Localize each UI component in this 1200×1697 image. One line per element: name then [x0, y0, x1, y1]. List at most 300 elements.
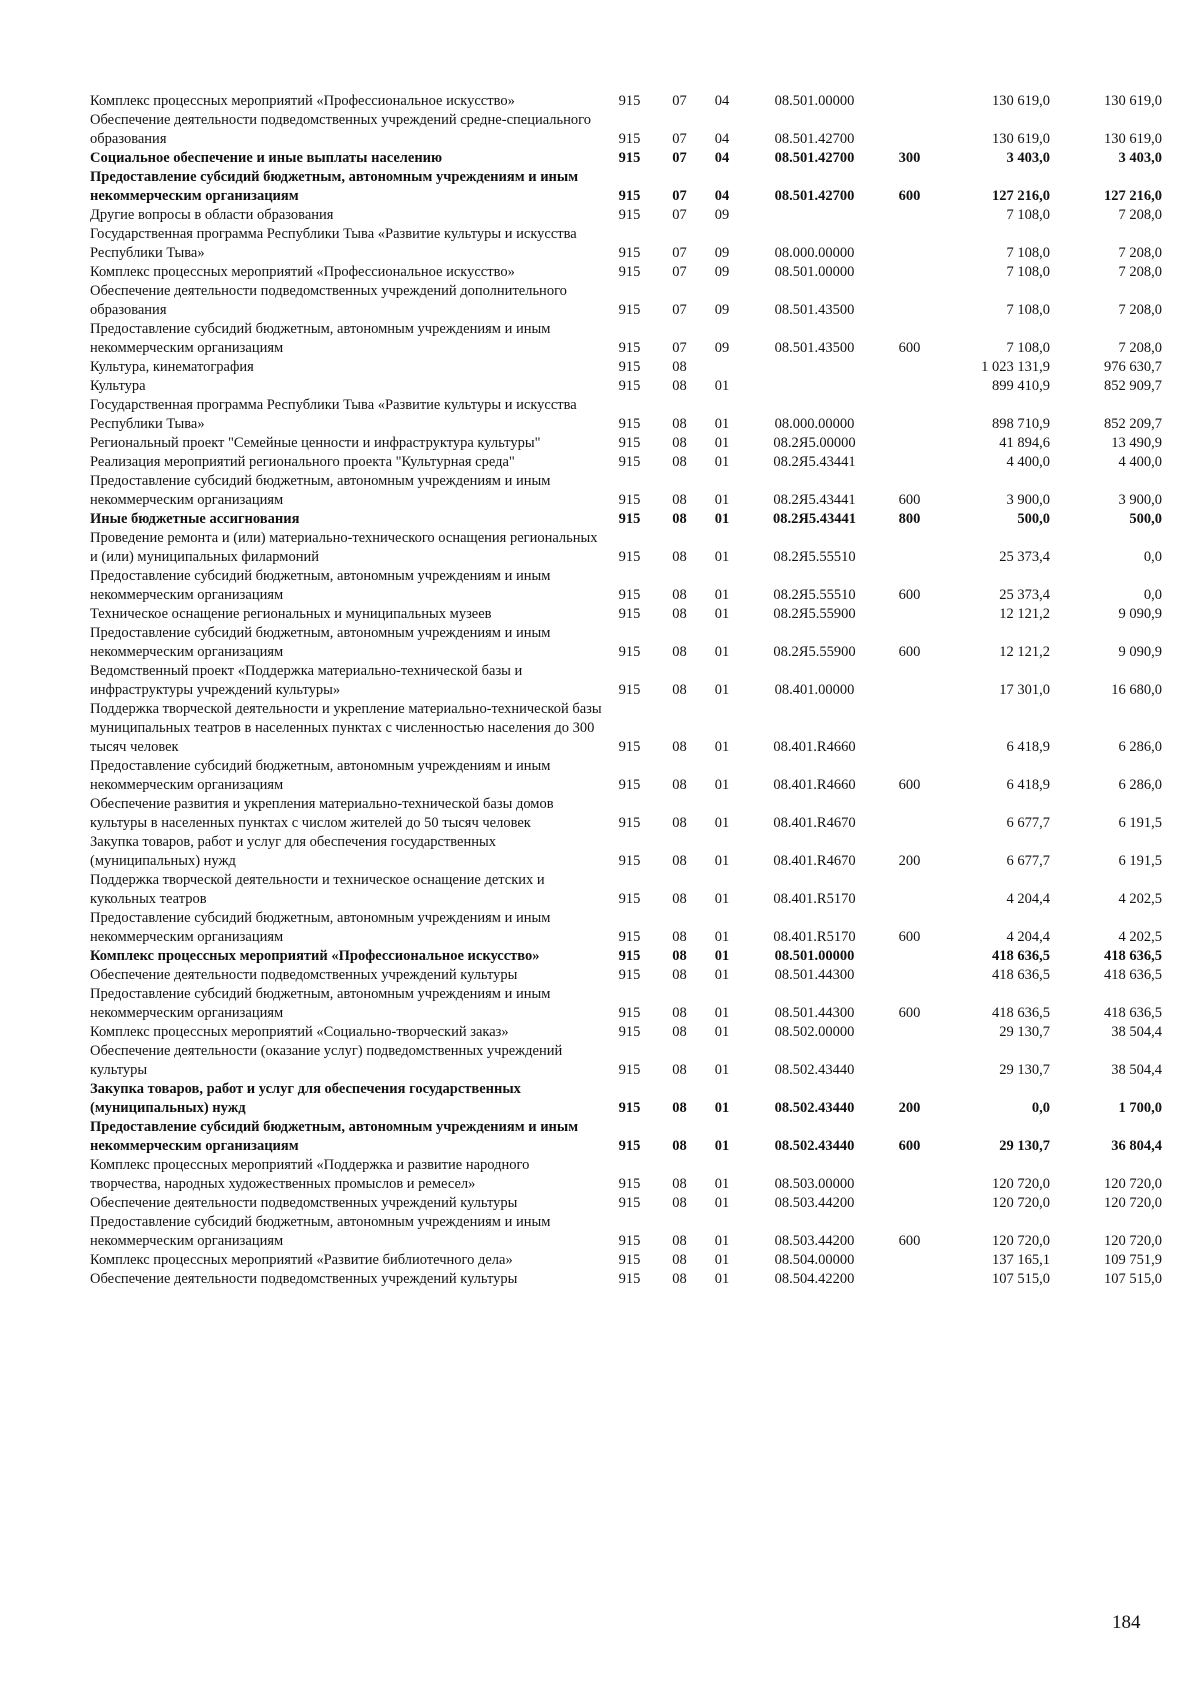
table-row: [90, 434, 1162, 453]
subsection-code: 04: [714, 188, 730, 204]
amount-year-2: 852 209,7: [1104, 416, 1162, 432]
section-code: 08: [672, 1176, 687, 1192]
row-name: Предоставление субсидий бюджетным, автономным учреждениям и иным некоммерческим организациям: [90, 910, 551, 945]
amount-year-1: 120 720,0: [992, 1233, 1050, 1249]
target-article-code: 08.502.00000: [774, 1024, 855, 1040]
section-code: 08: [672, 492, 687, 508]
subsection-code: 09: [714, 340, 730, 356]
target-article-code: [742, 377, 887, 396]
row-name: Обеспечение деятельности подведомственных учреждений культуры: [90, 1271, 518, 1287]
amount-year-2: 7 208,0: [1118, 302, 1162, 318]
row-name: Предоставление субсидий бюджетным, автономным учреждениям и иным некоммерческим организациям: [90, 169, 579, 204]
budget-table: [90, 92, 1162, 1289]
section-code: 08: [672, 359, 687, 375]
row-name: Реализация мероприятий регионального проекта "Культурная среда": [90, 454, 515, 470]
amount-year-1: 1 023 131,9: [981, 359, 1050, 375]
ministry-code: 915: [618, 815, 641, 831]
section-code: 08: [672, 891, 687, 907]
target-article-code: 08.2Я5.55900: [773, 644, 856, 660]
section-code: 08: [672, 948, 687, 964]
target-article-code: 08.2Я5.00000: [773, 435, 856, 451]
subsection-code: 01: [714, 929, 730, 945]
section-code: 08: [672, 454, 687, 470]
amount-year-1: 418 636,5: [992, 967, 1050, 983]
ministry-code: 915: [618, 359, 641, 375]
target-article-code: 08.2Я5.55510: [773, 549, 856, 565]
table-row: [90, 149, 1162, 168]
amount-year-2: 4 202,5: [1118, 929, 1162, 945]
ministry-code: 915: [618, 207, 641, 223]
row-name: Социальное обеспечение и иные выплаты населению: [90, 150, 443, 166]
section-code: 08: [672, 587, 687, 603]
row-name: Техническое оснащение региональных и муниципальных музеев: [90, 606, 492, 622]
table-row: [90, 225, 1162, 263]
expense-type-code: [887, 700, 932, 757]
subsection-code: 09: [714, 207, 730, 223]
table-row: [90, 795, 1162, 833]
target-article-code: 08.401.R4670: [773, 815, 856, 831]
amount-year-1: 120 720,0: [992, 1195, 1050, 1211]
expense-type-code: [887, 282, 932, 320]
target-article-code: 08.501.44300: [774, 967, 855, 983]
expense-type-code: 600: [898, 188, 921, 204]
target-article-code: 08.501.00000: [774, 948, 855, 964]
row-name: Предоставление субсидий бюджетным, автономным учреждениям и иным некоммерческим организациям: [90, 473, 551, 508]
table-row: [90, 529, 1162, 567]
amount-year-2: 976 630,7: [1104, 359, 1162, 375]
amount-year-2: 3 900,0: [1118, 492, 1162, 508]
section-code: 08: [672, 777, 687, 793]
amount-year-2: 1 700,0: [1118, 1100, 1162, 1116]
amount-year-1: 120 720,0: [992, 1176, 1050, 1192]
expense-type-code: 600: [898, 587, 921, 603]
subsection-code: 01: [714, 739, 730, 755]
amount-year-2: 127 216,0: [1104, 188, 1162, 204]
table-row: [90, 453, 1162, 472]
subsection-code: 09: [714, 245, 730, 261]
subsection-code: 01: [714, 416, 730, 432]
table-row: [90, 472, 1162, 510]
table-row: [90, 567, 1162, 605]
expense-type-code: [887, 358, 932, 377]
subsection-code: 01: [714, 1195, 730, 1211]
table-row: [90, 909, 1162, 947]
amount-year-2: 16 680,0: [1111, 682, 1162, 698]
target-article-code: 08.501.42700: [774, 131, 855, 147]
row-name: Обеспечение деятельности подведомственных учреждений культуры: [90, 1195, 518, 1211]
amount-year-1: 29 130,7: [999, 1024, 1050, 1040]
amount-year-1: 6 677,7: [1006, 815, 1050, 831]
amount-year-2: 0,0: [1143, 549, 1162, 565]
target-article-code: 08.502.43440: [774, 1062, 855, 1078]
amount-year-1: 3 403,0: [1006, 150, 1050, 166]
target-article-code: 08.501.42700: [774, 150, 855, 166]
expense-type-code: [887, 225, 932, 263]
amount-year-1: 6 418,9: [1006, 739, 1050, 755]
subsection-code: 09: [714, 264, 730, 280]
expense-type-code: [887, 871, 932, 909]
amount-year-1: 7 108,0: [1006, 302, 1050, 318]
ministry-code: 915: [618, 1176, 641, 1192]
amount-year-2: 418 636,5: [1104, 967, 1162, 983]
amount-year-2: 6 191,5: [1118, 815, 1162, 831]
amount-year-2: 852 909,7: [1104, 378, 1162, 394]
row-name: Обеспечение деятельности подведомственных учреждений дополнительного образования: [90, 283, 567, 318]
row-name: Обеспечение развития и укрепления материально-технической базы домов культуры в населенных пунктах с числом жителей до 50 тысяч человек: [90, 796, 554, 831]
subsection-code: 01: [714, 378, 730, 394]
table-row: [90, 168, 1162, 206]
subsection-code: [702, 358, 742, 377]
subsection-code: 01: [714, 587, 730, 603]
target-article-code: 08.501.00000: [774, 264, 855, 280]
subsection-code: 01: [714, 682, 730, 698]
amount-year-2: 7 208,0: [1118, 207, 1162, 223]
row-name: Обеспечение деятельности подведомственных учреждений средне-специального образования: [90, 112, 591, 147]
ministry-code: 915: [618, 1024, 641, 1040]
subsection-code: 01: [714, 853, 730, 869]
table-row: [90, 1118, 1162, 1156]
section-code: 08: [672, 1138, 687, 1154]
subsection-code: 01: [714, 1233, 730, 1249]
ministry-code: 915: [618, 264, 641, 280]
expense-type-code: 600: [898, 1005, 921, 1021]
section-code: 08: [672, 435, 687, 451]
subsection-code: 01: [714, 454, 730, 470]
table-row: [90, 206, 1162, 225]
table-row: [90, 757, 1162, 795]
section-code: 08: [672, 1233, 687, 1249]
amount-year-1: 25 373,4: [999, 587, 1050, 603]
table-row: [90, 358, 1162, 377]
ministry-code: 915: [618, 1271, 641, 1287]
section-code: 08: [672, 416, 687, 432]
ministry-code: 915: [618, 150, 641, 166]
subsection-code: 04: [714, 131, 730, 147]
expense-type-code: 200: [898, 1100, 921, 1116]
subsection-code: 01: [714, 1062, 730, 1078]
subsection-code: 01: [714, 1138, 730, 1154]
row-name: Предоставление субсидий бюджетным, автономным учреждениям и иным некоммерческим организациям: [90, 625, 551, 660]
amount-year-2: 9 090,9: [1118, 644, 1162, 660]
target-article-code: 08.504.00000: [774, 1252, 855, 1268]
amount-year-2: 500,0: [1129, 511, 1162, 527]
row-name: Закупка товаров, работ и услуг для обеспечения государственных (муниципальных) нужд: [90, 834, 497, 869]
amount-year-2: 418 636,5: [1104, 948, 1162, 964]
ministry-code: 915: [618, 302, 641, 318]
expense-type-code: 600: [898, 1138, 921, 1154]
table-row: [90, 605, 1162, 624]
subsection-code: 04: [714, 150, 730, 166]
amount-year-2: 7 208,0: [1118, 245, 1162, 261]
target-article-code: 08.401.R4670: [773, 853, 856, 869]
target-article-code: 08.401.R5170: [773, 929, 856, 945]
row-name: Проведение ремонта и (или) материально-технического оснащения региональных и (или) муниципальных филармоний: [90, 530, 598, 565]
row-name: Комплекс процессных мероприятий «Профессиональное искусство»: [90, 264, 515, 280]
row-name: Культура: [90, 378, 146, 394]
target-article-code: 08.501.43500: [774, 302, 855, 318]
amount-year-2: 6 286,0: [1118, 739, 1162, 755]
table-row: [90, 282, 1162, 320]
row-name: Закупка товаров, работ и услуг для обеспечения государственных (муниципальных) нужд: [90, 1081, 521, 1116]
expense-type-code: [887, 529, 932, 567]
subsection-code: 01: [714, 549, 730, 565]
subsection-code: 01: [714, 1252, 730, 1268]
section-code: 08: [672, 815, 687, 831]
target-article-code: 08.2Я5.43441: [773, 511, 856, 527]
amount-year-1: 6 418,9: [1006, 777, 1050, 793]
table-row: [90, 624, 1162, 662]
expense-type-code: 600: [898, 777, 921, 793]
target-article-code: [742, 206, 887, 225]
ministry-code: 915: [618, 1195, 641, 1211]
table-row: [90, 1251, 1162, 1270]
subsection-code: 01: [714, 948, 730, 964]
table-row: [90, 1156, 1162, 1194]
section-code: 08: [672, 739, 687, 755]
amount-year-1: 899 410,9: [992, 378, 1050, 394]
subsection-code: 01: [714, 644, 730, 660]
amount-year-2: 7 208,0: [1118, 340, 1162, 356]
row-name: Региональный проект "Семейные ценности и инфраструктура культуры": [90, 435, 541, 451]
expense-type-code: [887, 453, 932, 472]
table-row: [90, 871, 1162, 909]
amount-year-1: 7 108,0: [1006, 340, 1050, 356]
row-name: Комплекс процессных мероприятий «Поддержка и развитие народного творчества, народных художественных промыслов и ремесел»: [90, 1157, 530, 1192]
table-row: [90, 1042, 1162, 1080]
section-code: 07: [672, 245, 687, 261]
ministry-code: 915: [618, 606, 641, 622]
amount-year-1: 500,0: [1017, 511, 1050, 527]
target-article-code: 08.504.42200: [774, 1271, 855, 1287]
expense-type-code: [887, 605, 932, 624]
amount-year-2: 107 515,0: [1104, 1271, 1162, 1287]
row-name: Предоставление субсидий бюджетным, автономным учреждениям и иным некоммерческим организациям: [90, 986, 551, 1021]
ministry-code: 915: [618, 1005, 641, 1021]
target-article-code: 08.401.R4660: [773, 739, 856, 755]
subsection-code: 01: [714, 967, 730, 983]
row-name: Комплекс процессных мероприятий «Профессиональное искусство»: [90, 93, 515, 109]
amount-year-1: 130 619,0: [992, 93, 1050, 109]
section-code: 08: [672, 853, 687, 869]
ministry-code: 915: [618, 929, 641, 945]
amount-year-2: 4 202,5: [1118, 891, 1162, 907]
subsection-code: 09: [714, 302, 730, 318]
expense-type-code: [887, 111, 932, 149]
expense-type-code: [887, 92, 932, 111]
section-code: 07: [672, 93, 687, 109]
amount-year-2: 120 720,0: [1104, 1233, 1162, 1249]
subsection-code: 01: [714, 891, 730, 907]
budget-table-body: [90, 92, 1162, 1289]
row-name: Предоставление субсидий бюджетным, автономным учреждениям и иным некоммерческим организациям: [90, 1119, 579, 1154]
table-row: [90, 263, 1162, 282]
subsection-code: 01: [714, 1005, 730, 1021]
row-name: Государственная программа Республики Тыва «Развитие культуры и искусства Республики Тыва»: [90, 397, 577, 432]
amount-year-1: 137 165,1: [992, 1252, 1050, 1268]
amount-year-1: 6 677,7: [1006, 853, 1050, 869]
section-code: 07: [672, 131, 687, 147]
amount-year-2: 120 720,0: [1104, 1195, 1162, 1211]
expense-type-code: [887, 206, 932, 225]
amount-year-1: 25 373,4: [999, 549, 1050, 565]
table-row: [90, 1080, 1162, 1118]
amount-year-1: 127 216,0: [992, 188, 1050, 204]
section-code: 08: [672, 378, 687, 394]
subsection-code: 01: [714, 1100, 730, 1116]
row-name: Обеспечение деятельности подведомственных учреждений культуры: [90, 967, 518, 983]
amount-year-1: 898 710,9: [992, 416, 1050, 432]
target-article-code: 08.502.43440: [774, 1100, 855, 1116]
amount-year-2: 6 191,5: [1118, 853, 1162, 869]
ministry-code: 915: [618, 245, 641, 261]
row-name: Комплекс процессных мероприятий «Социально-творческий заказ»: [90, 1024, 509, 1040]
amount-year-2: 418 636,5: [1104, 1005, 1162, 1021]
subsection-code: 01: [714, 815, 730, 831]
table-row: [90, 700, 1162, 757]
subsection-code: 01: [714, 492, 730, 508]
row-name: Комплекс процессных мероприятий «Развитие библиотечного дела»: [90, 1252, 513, 1268]
table-row: [90, 966, 1162, 985]
target-article-code: 08.501.42700: [774, 188, 855, 204]
ministry-code: 915: [618, 378, 641, 394]
table-row: [90, 1213, 1162, 1251]
expense-type-code: 600: [898, 644, 921, 660]
ministry-code: 915: [618, 1233, 641, 1249]
amount-year-1: 29 130,7: [999, 1062, 1050, 1078]
amount-year-1: 0,0: [1031, 1100, 1050, 1116]
ministry-code: 915: [618, 93, 641, 109]
ministry-code: 915: [618, 131, 641, 147]
expense-type-code: [887, 1156, 932, 1194]
section-code: 07: [672, 264, 687, 280]
target-article-code: 08.501.43500: [774, 340, 855, 356]
ministry-code: 915: [618, 853, 641, 869]
row-name: Предоставление субсидий бюджетным, автономным учреждениям и иным некоммерческим организациям: [90, 758, 551, 793]
table-row: [90, 833, 1162, 871]
subsection-code: 01: [714, 777, 730, 793]
table-row: [90, 985, 1162, 1023]
table-row: [90, 377, 1162, 396]
expense-type-code: [887, 1251, 932, 1270]
section-code: 08: [672, 1271, 687, 1287]
amount-year-2: 120 720,0: [1104, 1176, 1162, 1192]
row-name: Предоставление субсидий бюджетным, автономным учреждениям и иным некоммерческим организациям: [90, 568, 551, 603]
ministry-code: 915: [618, 948, 641, 964]
ministry-code: 915: [618, 777, 641, 793]
expense-type-code: [887, 1023, 932, 1042]
amount-year-1: 130 619,0: [992, 131, 1050, 147]
target-article-code: 08.2Я5.43441: [773, 454, 856, 470]
section-code: 08: [672, 967, 687, 983]
section-code: 08: [672, 549, 687, 565]
section-code: 07: [672, 207, 687, 223]
amount-year-2: 36 804,4: [1111, 1138, 1162, 1154]
expense-type-code: [887, 795, 932, 833]
amount-year-2: 130 619,0: [1104, 93, 1162, 109]
amount-year-2: 7 208,0: [1118, 264, 1162, 280]
expense-type-code: [887, 1270, 932, 1289]
target-article-code: [742, 358, 887, 377]
row-name: Государственная программа Республики Тыва «Развитие культуры и искусства Республики Тыва»: [90, 226, 577, 261]
amount-year-2: 130 619,0: [1104, 131, 1162, 147]
amount-year-1: 418 636,5: [992, 948, 1050, 964]
target-article-code: 08.503.44200: [774, 1195, 855, 1211]
amount-year-1: 3 900,0: [1006, 492, 1050, 508]
section-code: 08: [672, 1062, 687, 1078]
target-article-code: 08.502.43440: [774, 1138, 855, 1154]
row-name: Комплекс процессных мероприятий «Профессиональное искусство»: [90, 948, 540, 964]
row-name: Поддержка творческой деятельности и укрепление материально-технической базы муниципальных театров в населенных пунктах с численностью населения до 300 тысяч человек: [90, 701, 602, 755]
table-row: [90, 1270, 1162, 1289]
subsection-code: 01: [714, 1176, 730, 1192]
ministry-code: 915: [618, 1062, 641, 1078]
subsection-code: 04: [714, 93, 730, 109]
expense-type-code: [887, 1042, 932, 1080]
amount-year-2: 3 403,0: [1118, 150, 1162, 166]
ministry-code: 915: [618, 511, 641, 527]
section-code: 08: [672, 1195, 687, 1211]
expense-type-code: [887, 662, 932, 700]
row-name: Предоставление субсидий бюджетным, автономным учреждениям и иным некоммерческим организациям: [90, 1214, 551, 1249]
section-code: 08: [672, 606, 687, 622]
ministry-code: 915: [618, 416, 641, 432]
section-code: 08: [672, 682, 687, 698]
amount-year-2: 4 400,0: [1118, 454, 1162, 470]
subsection-code: 01: [714, 1271, 730, 1287]
section-code: 08: [672, 1024, 687, 1040]
expense-type-code: [887, 434, 932, 453]
target-article-code: 08.401.00000: [774, 682, 855, 698]
ministry-code: 915: [618, 682, 641, 698]
amount-year-1: 4 204,4: [1006, 891, 1050, 907]
page-number: 184: [1112, 1612, 1141, 1633]
target-article-code: 08.2Я5.55900: [773, 606, 856, 622]
target-article-code: 08.401.R5170: [773, 891, 856, 907]
ministry-code: 915: [618, 340, 641, 356]
amount-year-2: 9 090,9: [1118, 606, 1162, 622]
section-code: 08: [672, 1100, 687, 1116]
expense-type-code: 300: [898, 150, 921, 166]
section-code: 08: [672, 1005, 687, 1021]
table-row: [90, 1023, 1162, 1042]
amount-year-1: 7 108,0: [1006, 245, 1050, 261]
section-code: 08: [672, 1252, 687, 1268]
target-article-code: 08.000.00000: [774, 245, 855, 261]
section-code: 07: [672, 302, 687, 318]
row-name: Предоставление субсидий бюджетным, автономным учреждениям и иным некоммерческим организациям: [90, 321, 551, 356]
amount-year-1: 418 636,5: [992, 1005, 1050, 1021]
table-row: [90, 92, 1162, 111]
ministry-code: 915: [618, 188, 641, 204]
amount-year-1: 107 515,0: [992, 1271, 1050, 1287]
amount-year-2: 38 504,4: [1111, 1024, 1162, 1040]
section-code: 07: [672, 188, 687, 204]
table-row: [90, 111, 1162, 149]
row-name: Другие вопросы в области образования: [90, 207, 334, 223]
target-article-code: 08.401.R4660: [773, 777, 856, 793]
subsection-code: 01: [714, 1024, 730, 1040]
row-name: Ведомственный проект «Поддержка материально-технической базы и инфраструктуры учреждений культуры»: [90, 663, 523, 698]
table-row: [90, 947, 1162, 966]
target-article-code: 08.501.44300: [774, 1005, 855, 1021]
expense-type-code: [887, 1194, 932, 1213]
amount-year-1: 12 121,2: [999, 644, 1050, 660]
expense-type-code: [887, 966, 932, 985]
target-article-code: 08.503.00000: [774, 1176, 855, 1192]
amount-year-1: 12 121,2: [999, 606, 1050, 622]
expense-type-code: 800: [898, 511, 921, 527]
ministry-code: 915: [618, 492, 641, 508]
